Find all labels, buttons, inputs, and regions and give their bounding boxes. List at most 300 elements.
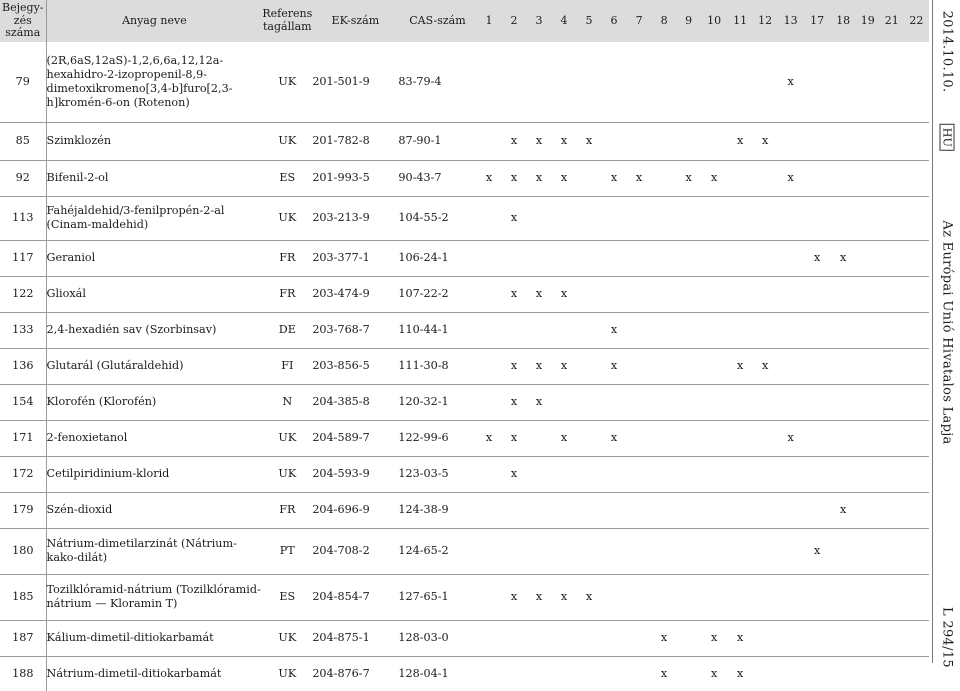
product-type-mark bbox=[677, 574, 701, 620]
cas-number: 90-43-7 bbox=[398, 160, 476, 196]
header-ek: EK-szám bbox=[312, 0, 398, 42]
product-type-mark bbox=[778, 528, 804, 574]
product-type-mark bbox=[778, 656, 804, 691]
product-type-mark bbox=[804, 420, 831, 456]
reference-state: PT bbox=[262, 528, 312, 574]
reference-state: FR bbox=[262, 492, 312, 528]
product-type-mark bbox=[476, 528, 501, 574]
product-type-mark bbox=[552, 528, 577, 574]
table-row bbox=[0, 420, 929, 456]
product-type-mark bbox=[904, 528, 929, 574]
product-type-mark: x bbox=[552, 122, 577, 160]
product-type-mark bbox=[476, 348, 501, 384]
product-type-mark bbox=[602, 656, 627, 691]
header-pt: 6 bbox=[602, 0, 627, 42]
product-type-mark: x bbox=[527, 276, 552, 312]
entry-number: 133 bbox=[0, 312, 46, 348]
product-type-mark bbox=[831, 456, 856, 492]
product-type-mark bbox=[831, 196, 856, 240]
product-type-mark bbox=[753, 492, 778, 528]
product-type-mark bbox=[778, 196, 804, 240]
product-type-mark bbox=[701, 312, 728, 348]
page-reference: L 294/15 bbox=[939, 607, 955, 668]
product-type-mark bbox=[778, 312, 804, 348]
product-type-mark bbox=[577, 492, 602, 528]
product-type-mark bbox=[778, 348, 804, 384]
substance-name: Fahéjaldehid/3-fenilpropén-2-al (Cinam-maldehid) bbox=[46, 196, 262, 240]
header-pt: 7 bbox=[627, 0, 652, 42]
product-type-mark bbox=[753, 456, 778, 492]
substance-name: Klorofén (Klorofén) bbox=[46, 384, 262, 420]
reference-state: FR bbox=[262, 276, 312, 312]
product-type-mark: x bbox=[602, 160, 627, 196]
product-type-mark bbox=[652, 384, 677, 420]
product-type-mark bbox=[904, 160, 929, 196]
product-type-mark: x bbox=[728, 348, 753, 384]
product-type-mark bbox=[880, 348, 904, 384]
product-type-mark bbox=[501, 620, 526, 656]
product-type-mark bbox=[701, 420, 728, 456]
table-row bbox=[0, 312, 929, 348]
product-type-mark bbox=[677, 528, 701, 574]
ek-number: 201-993-5 bbox=[312, 160, 398, 196]
header-pt: 12 bbox=[753, 0, 778, 42]
product-type-mark bbox=[527, 240, 552, 276]
language-code: HU bbox=[940, 124, 955, 151]
product-type-mark bbox=[577, 420, 602, 456]
header-pt: 18 bbox=[831, 0, 856, 42]
entry-number: 179 bbox=[0, 492, 46, 528]
product-type-mark bbox=[701, 196, 728, 240]
product-type-mark bbox=[627, 528, 652, 574]
product-type-mark bbox=[701, 122, 728, 160]
product-type-mark bbox=[778, 456, 804, 492]
product-type-mark bbox=[856, 620, 880, 656]
product-type-mark bbox=[804, 656, 831, 691]
product-type-mark bbox=[778, 620, 804, 656]
product-type-mark bbox=[527, 42, 552, 122]
product-type-mark bbox=[476, 656, 501, 691]
product-type-mark bbox=[677, 492, 701, 528]
header-pt: 3 bbox=[527, 0, 552, 42]
product-type-mark bbox=[880, 42, 904, 122]
product-type-mark bbox=[552, 240, 577, 276]
product-type-mark: x bbox=[501, 384, 526, 420]
cas-number: 122-99-6 bbox=[398, 420, 476, 456]
product-type-mark bbox=[552, 656, 577, 691]
product-type-mark bbox=[602, 620, 627, 656]
product-type-mark bbox=[527, 196, 552, 240]
product-type-mark: x bbox=[552, 420, 577, 456]
product-type-mark bbox=[880, 196, 904, 240]
substance-name: Bifenil-2-ol bbox=[46, 160, 262, 196]
product-type-mark bbox=[804, 384, 831, 420]
product-type-mark bbox=[856, 122, 880, 160]
product-type-mark bbox=[627, 574, 652, 620]
product-type-mark bbox=[880, 384, 904, 420]
product-type-mark: x bbox=[577, 574, 602, 620]
product-type-mark: x bbox=[804, 528, 831, 574]
product-type-mark bbox=[476, 620, 501, 656]
product-type-mark bbox=[880, 420, 904, 456]
substance-name: Nátrium-dimetil-ditiokarbamát bbox=[46, 666, 222, 680]
reference-state: DE bbox=[262, 312, 312, 348]
product-type-mark bbox=[753, 620, 778, 656]
entry-number: 172 bbox=[0, 456, 46, 492]
product-type-mark bbox=[577, 384, 602, 420]
product-type-mark bbox=[778, 384, 804, 420]
product-type-mark bbox=[753, 574, 778, 620]
table-row bbox=[0, 160, 929, 196]
product-type-mark bbox=[904, 656, 929, 691]
product-type-mark bbox=[904, 420, 929, 456]
product-type-mark bbox=[677, 42, 701, 122]
product-type-mark bbox=[904, 492, 929, 528]
product-type-mark bbox=[677, 240, 701, 276]
product-type-mark bbox=[831, 620, 856, 656]
product-type-mark bbox=[701, 574, 728, 620]
product-type-mark bbox=[804, 42, 831, 122]
product-type-mark bbox=[677, 384, 701, 420]
product-type-mark bbox=[880, 656, 904, 691]
product-type-mark bbox=[602, 276, 627, 312]
product-type-mark bbox=[728, 196, 753, 240]
product-type-mark bbox=[880, 276, 904, 312]
product-type-mark bbox=[904, 240, 929, 276]
product-type-mark bbox=[577, 528, 602, 574]
product-type-mark: x bbox=[501, 348, 526, 384]
product-type-mark bbox=[804, 492, 831, 528]
product-type-mark bbox=[476, 276, 501, 312]
product-type-mark bbox=[476, 42, 501, 122]
ek-number: 204-589-7 bbox=[312, 420, 398, 456]
product-type-mark: x bbox=[552, 574, 577, 620]
product-type-mark bbox=[627, 656, 652, 691]
product-type-mark bbox=[476, 196, 501, 240]
product-type-mark bbox=[652, 276, 677, 312]
product-type-mark bbox=[476, 384, 501, 420]
product-type-mark: x bbox=[660, 666, 668, 680]
product-type-mark bbox=[856, 492, 880, 528]
product-type-mark bbox=[476, 240, 501, 276]
product-type-mark bbox=[880, 160, 904, 196]
table-row bbox=[0, 240, 929, 276]
product-type-mark bbox=[501, 240, 526, 276]
product-type-mark: x bbox=[677, 160, 701, 196]
product-type-mark bbox=[627, 456, 652, 492]
product-type-mark bbox=[652, 492, 677, 528]
product-type-mark bbox=[831, 348, 856, 384]
product-type-mark bbox=[652, 348, 677, 384]
substance-name: 2-fenoxietanol bbox=[46, 420, 262, 456]
product-type-mark bbox=[753, 656, 778, 691]
product-type-mark: x bbox=[778, 420, 804, 456]
product-type-mark bbox=[728, 240, 753, 276]
product-type-mark bbox=[501, 528, 526, 574]
product-type-mark bbox=[577, 196, 602, 240]
product-type-mark bbox=[627, 620, 652, 656]
header-pt: 13 bbox=[778, 0, 804, 42]
product-type-mark bbox=[552, 196, 577, 240]
product-type-mark bbox=[501, 656, 526, 691]
product-type-mark bbox=[753, 528, 778, 574]
product-type-mark: x bbox=[778, 160, 804, 196]
header-pt: 21 bbox=[880, 0, 904, 42]
header-pt: 8 bbox=[652, 0, 677, 42]
product-type-mark bbox=[831, 312, 856, 348]
product-type-mark bbox=[904, 574, 929, 620]
ek-number: 203-213-9 bbox=[312, 196, 398, 240]
entry-number: 79 bbox=[0, 42, 46, 122]
product-type-mark bbox=[627, 240, 652, 276]
product-type-mark bbox=[728, 574, 753, 620]
product-type-mark bbox=[677, 620, 701, 656]
product-type-mark bbox=[728, 492, 753, 528]
product-type-mark: x bbox=[527, 160, 552, 196]
product-type-mark bbox=[577, 456, 602, 492]
product-type-mark bbox=[753, 312, 778, 348]
entry-number: 180 bbox=[0, 528, 46, 574]
product-type-mark: x bbox=[728, 620, 753, 656]
header-pt: 4 bbox=[552, 0, 577, 42]
product-type-mark bbox=[476, 456, 501, 492]
header-pt: 1 bbox=[476, 0, 501, 42]
product-type-mark: x bbox=[552, 348, 577, 384]
product-type-mark: x bbox=[501, 456, 526, 492]
reference-state: N bbox=[262, 384, 312, 420]
product-type-mark bbox=[904, 42, 929, 122]
reference-state: UK bbox=[278, 666, 297, 680]
header-state: Referens tagállam bbox=[262, 0, 312, 42]
product-type-mark: x bbox=[627, 160, 652, 196]
product-type-mark bbox=[577, 312, 602, 348]
cas-number: 111-30-8 bbox=[398, 348, 476, 384]
ek-number: 204-696-9 bbox=[312, 492, 398, 528]
product-type-mark bbox=[701, 456, 728, 492]
product-type-mark bbox=[856, 348, 880, 384]
product-type-mark bbox=[552, 492, 577, 528]
header-cas: CAS-szám bbox=[398, 0, 476, 42]
product-type-mark bbox=[856, 456, 880, 492]
product-type-mark bbox=[602, 492, 627, 528]
entry-number: 117 bbox=[0, 240, 46, 276]
product-type-mark bbox=[527, 312, 552, 348]
page-margin bbox=[932, 0, 960, 668]
product-type-mark: x bbox=[552, 160, 577, 196]
cas-number: 104-55-2 bbox=[398, 196, 476, 240]
reference-state: FI bbox=[262, 348, 312, 384]
product-type-mark bbox=[804, 122, 831, 160]
ek-number: 203-377-1 bbox=[312, 240, 398, 276]
product-type-mark bbox=[728, 42, 753, 122]
product-type-mark bbox=[677, 456, 701, 492]
product-type-mark: x bbox=[501, 160, 526, 196]
product-type-mark bbox=[804, 312, 831, 348]
substance-name: 2,4-hexadién sav (Szorbinsav) bbox=[46, 312, 262, 348]
product-type-mark bbox=[831, 122, 856, 160]
product-type-mark: x bbox=[527, 122, 552, 160]
ek-number: 203-768-7 bbox=[312, 312, 398, 348]
product-type-mark bbox=[602, 456, 627, 492]
ek-number: 203-474-9 bbox=[312, 276, 398, 312]
product-type-mark bbox=[627, 42, 652, 122]
product-type-mark bbox=[501, 312, 526, 348]
product-type-mark bbox=[856, 276, 880, 312]
substance-name: Szén-dioxid bbox=[46, 492, 262, 528]
product-type-mark bbox=[856, 384, 880, 420]
product-type-mark bbox=[728, 160, 753, 196]
product-type-mark: x bbox=[710, 666, 718, 680]
product-type-mark bbox=[627, 492, 652, 528]
product-type-mark: x bbox=[831, 240, 856, 276]
substance-name: Cetilpiridinium-klorid bbox=[46, 456, 262, 492]
product-type-mark bbox=[856, 312, 880, 348]
product-type-mark bbox=[856, 160, 880, 196]
product-type-mark bbox=[778, 492, 804, 528]
substance-name: (2R,6aS,12aS)-1,2,6,6a,12,12a-hexahidro-2-izopropenil-8,9-dimetoxikromeno[3,4-b]furo[2,3-h]kromén-6-on (Rotenon) bbox=[46, 42, 262, 122]
substance-name: Nátrium-dimetilarzinát (Nátrium-kako-dilát) bbox=[46, 528, 262, 574]
product-type-mark bbox=[804, 160, 831, 196]
product-type-mark bbox=[501, 42, 526, 122]
product-type-mark bbox=[552, 312, 577, 348]
header-pt: 2 bbox=[501, 0, 526, 42]
product-type-mark: x bbox=[753, 348, 778, 384]
product-type-mark bbox=[552, 456, 577, 492]
product-type-mark bbox=[652, 160, 677, 196]
product-type-mark bbox=[476, 574, 501, 620]
substance-name: Glioxál bbox=[46, 276, 262, 312]
ek-number: 204-854-7 bbox=[312, 574, 398, 620]
product-type-mark bbox=[856, 42, 880, 122]
substance-name: Geraniol bbox=[46, 240, 262, 276]
entry-number: 113 bbox=[0, 196, 46, 240]
product-type-mark bbox=[856, 574, 880, 620]
product-type-mark bbox=[677, 348, 701, 384]
product-type-mark: x bbox=[501, 122, 526, 160]
product-type-mark: x bbox=[736, 666, 744, 680]
product-type-mark bbox=[627, 348, 652, 384]
cas-number: 83-79-4 bbox=[398, 42, 476, 122]
product-type-mark bbox=[677, 196, 701, 240]
product-type-mark bbox=[904, 456, 929, 492]
product-type-mark: x bbox=[501, 276, 526, 312]
product-type-mark bbox=[627, 196, 652, 240]
ek-number: 204-875-1 bbox=[312, 620, 398, 656]
cas-number: 128-04-1 bbox=[398, 666, 449, 680]
reference-state: ES bbox=[262, 574, 312, 620]
product-type-mark bbox=[831, 574, 856, 620]
product-type-mark: x bbox=[701, 160, 728, 196]
journal-title: Az Európai Unió Hivatalos Lapja bbox=[939, 220, 955, 445]
product-type-mark bbox=[804, 348, 831, 384]
product-type-mark bbox=[804, 196, 831, 240]
product-type-mark bbox=[602, 384, 627, 420]
product-type-mark: x bbox=[728, 122, 753, 160]
product-type-mark bbox=[880, 312, 904, 348]
product-type-mark: x bbox=[501, 574, 526, 620]
product-type-mark bbox=[577, 42, 602, 122]
product-type-mark bbox=[527, 656, 552, 691]
product-type-mark: x bbox=[476, 160, 501, 196]
substance-name: Glutarál (Glutáraldehid) bbox=[46, 348, 262, 384]
product-type-mark bbox=[904, 348, 929, 384]
product-type-mark bbox=[577, 656, 602, 691]
cas-number: 107-22-2 bbox=[398, 276, 476, 312]
header-pt: 22 bbox=[904, 0, 929, 42]
ek-number: 204-593-9 bbox=[312, 456, 398, 492]
ek-number: 203-856-5 bbox=[312, 348, 398, 384]
product-type-mark bbox=[577, 240, 602, 276]
product-type-mark bbox=[476, 312, 501, 348]
product-type-mark: x bbox=[552, 276, 577, 312]
product-type-mark bbox=[527, 420, 552, 456]
header-pt: 17 bbox=[804, 0, 831, 42]
product-type-mark bbox=[701, 276, 728, 312]
product-type-mark bbox=[904, 312, 929, 348]
product-type-mark bbox=[627, 312, 652, 348]
product-type-mark bbox=[652, 312, 677, 348]
product-type-mark bbox=[728, 312, 753, 348]
product-type-mark bbox=[602, 528, 627, 574]
product-type-mark bbox=[701, 240, 728, 276]
reference-state: FR bbox=[262, 240, 312, 276]
product-type-mark bbox=[753, 196, 778, 240]
product-type-mark bbox=[527, 528, 552, 574]
ek-number: 204-385-8 bbox=[312, 384, 398, 420]
table-row bbox=[0, 196, 929, 240]
product-type-mark bbox=[602, 196, 627, 240]
product-type-mark bbox=[602, 122, 627, 160]
reference-state: UK bbox=[262, 456, 312, 492]
product-type-mark bbox=[831, 656, 856, 691]
product-type-mark bbox=[701, 492, 728, 528]
product-type-mark bbox=[552, 42, 577, 122]
entry-number: 187 bbox=[0, 620, 46, 656]
ek-number: 201-501-9 bbox=[312, 42, 398, 122]
product-type-mark bbox=[778, 574, 804, 620]
product-type-mark bbox=[880, 620, 904, 656]
product-type-mark bbox=[728, 384, 753, 420]
product-type-mark bbox=[602, 42, 627, 122]
product-type-mark bbox=[753, 384, 778, 420]
table-row bbox=[0, 574, 929, 620]
reference-state: UK bbox=[262, 620, 312, 656]
product-type-mark bbox=[904, 122, 929, 160]
entry-number: 154 bbox=[0, 384, 46, 420]
substance-name: Tozilklóramid-nátrium (Tozilklóramid-nátrium — Kloramin T) bbox=[46, 574, 262, 620]
product-type-mark bbox=[627, 122, 652, 160]
product-type-mark bbox=[652, 122, 677, 160]
entry-number: 136 bbox=[0, 348, 46, 384]
product-type-mark bbox=[728, 420, 753, 456]
product-type-mark bbox=[880, 574, 904, 620]
product-type-mark: x bbox=[602, 312, 627, 348]
product-type-mark bbox=[880, 528, 904, 574]
header-pt: 10 bbox=[701, 0, 728, 42]
product-type-mark bbox=[880, 456, 904, 492]
product-type-mark bbox=[753, 420, 778, 456]
product-type-mark bbox=[728, 528, 753, 574]
product-type-mark bbox=[728, 276, 753, 312]
table-header-row bbox=[0, 0, 929, 42]
product-type-mark bbox=[652, 240, 677, 276]
product-type-mark bbox=[652, 528, 677, 574]
product-type-mark bbox=[701, 348, 728, 384]
product-type-mark bbox=[831, 160, 856, 196]
reference-state: UK bbox=[262, 122, 312, 160]
product-type-mark: x bbox=[501, 420, 526, 456]
table-row bbox=[0, 456, 929, 492]
